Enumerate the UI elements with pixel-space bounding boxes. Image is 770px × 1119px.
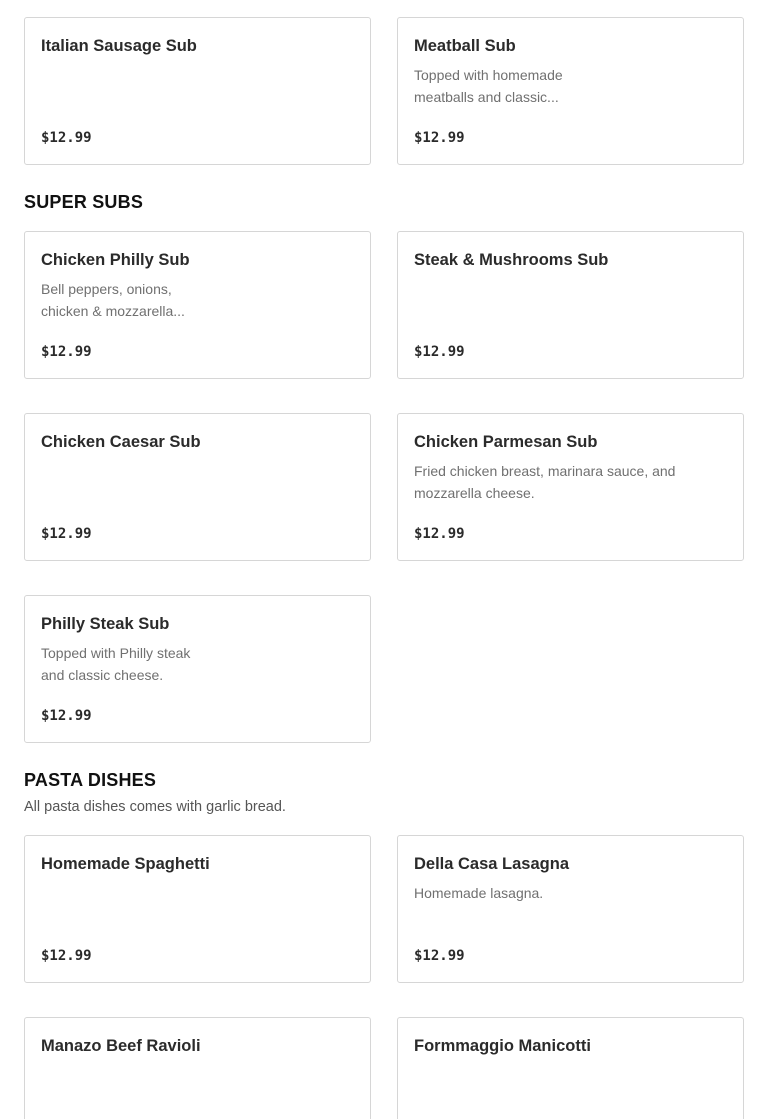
item-description: Topped with Philly steak and classic cheese. [41, 645, 191, 683]
item-description: Topped with homemade meatballs and classic... [414, 67, 563, 105]
item-price: $12.99 [41, 948, 92, 964]
item-description: Fried chicken breast, marinara sauce, and mozzarella cheese. [414, 463, 676, 501]
menu-item-card[interactable] [397, 231, 744, 379]
item-price: $12.99 [414, 130, 465, 146]
item-name: Manazo Beef Ravioli [41, 1037, 201, 1055]
menu-item-card[interactable] [24, 17, 371, 165]
menu-item-card[interactable] [24, 595, 371, 743]
item-name: Homemade Spaghetti [41, 855, 210, 873]
item-name: Chicken Caesar Sub [41, 433, 201, 451]
item-price: $12.99 [41, 130, 92, 146]
menu-item-card[interactable] [397, 17, 744, 165]
item-name: Formmaggio Manicotti [414, 1037, 591, 1055]
item-price: $12.99 [414, 344, 465, 360]
item-price: $12.99 [414, 948, 465, 964]
item-description: Bell peppers, onions, chicken & mozzarella... [41, 281, 185, 319]
item-name: Meatball Sub [414, 37, 516, 55]
section-note: All pasta dishes comes with garlic bread. [24, 799, 286, 815]
menu-item-card[interactable] [24, 1017, 371, 1119]
item-name: Italian Sausage Sub [41, 37, 197, 55]
menu-item-card[interactable] [24, 413, 371, 561]
item-name: Chicken Philly Sub [41, 251, 190, 269]
item-description: Homemade lasagna. [414, 885, 544, 901]
menu-item-card[interactable] [24, 835, 371, 983]
item-price: $12.99 [41, 526, 92, 542]
item-price: $12.99 [41, 708, 92, 724]
menu-item-card[interactable] [24, 231, 371, 379]
item-name: Philly Steak Sub [41, 615, 170, 633]
section-heading-super-subs: SUPER SUBS [24, 192, 144, 212]
item-name: Della Casa Lasagna [414, 855, 569, 873]
menu-item-card[interactable] [397, 1017, 744, 1119]
item-price: $12.99 [41, 344, 92, 360]
section-heading-pasta-dishes: PASTA DISHES [24, 770, 157, 790]
menu-item-card[interactable] [397, 413, 744, 561]
item-name: Chicken Parmesan Sub [414, 433, 598, 451]
item-name: Steak & Mushrooms Sub [414, 251, 609, 269]
menu-item-card[interactable] [397, 835, 744, 983]
item-price: $12.99 [414, 526, 465, 542]
